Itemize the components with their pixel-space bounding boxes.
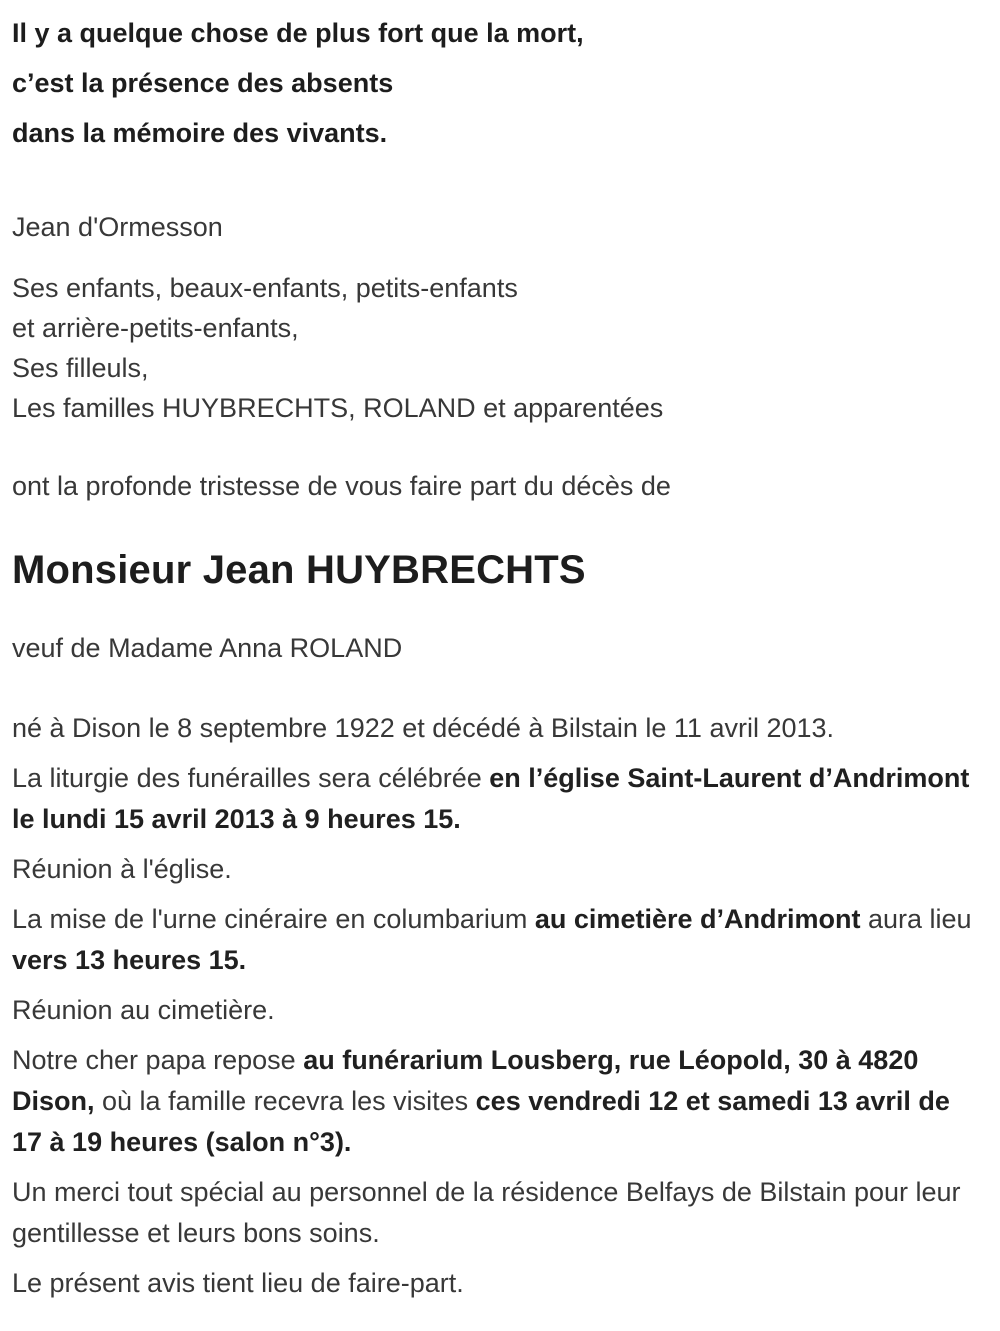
paragraph [12,849,982,890]
paragraph-bold-run: vers 13 heures 15. [12,945,247,975]
paragraph-run: Réunion à l'église. [12,854,232,884]
paragraph [12,990,982,1031]
deceased-name: Monsieur Jean HUYBRECHTS [12,548,586,592]
paragraphs [12,708,982,1304]
paragraph-bold-run: au cimetière d’Andrimont [534,904,861,934]
paragraph [12,899,982,981]
paragraph [12,758,982,840]
paragraph [12,1040,982,1163]
quote-line: c’est la présence des absents [12,68,394,98]
paragraph-run: où la famille recevra les visites [94,1086,476,1116]
quote-line: Il y a quelque chose de plus fort que la mort, [12,18,584,48]
paragraph [12,708,982,749]
paragraph-run: Réunion au cimetière. [12,995,275,1025]
paragraph-run: La liturgie des funérailles sera célébrée [12,763,490,793]
announcement-line: ont la profonde tristesse de vous faire part du décès de [12,471,671,501]
paragraph [12,1172,982,1254]
paragraph-run: né à Dison le 8 septembre 1922 et décédé à Bilstain le 11 avril 2013. [12,713,835,743]
widower-line: veuf de Madame Anna ROLAND [12,633,403,663]
quote-line: dans la mémoire des vivants. [12,118,388,148]
paragraph-bold-run: au funérarium Lousberg, rue Léopold, 30 à 4820 Dison, [12,1045,919,1116]
opening-quote [12,8,982,158]
paragraph-run: Le présent avis tient lieu de faire-part. [12,1268,464,1298]
paragraph-run: La mise de l'urne cinéraire en columbarium [12,904,535,934]
paragraph-run: Un merci tout spécial au personnel de la résidence Belfays de Bilstain pour leur gentillesse et leurs bons soins. [12,1177,961,1248]
family-line: et arrière-petits-enfants, [12,313,299,343]
family-line: Les familles HUYBRECHTS, ROLAND et apparentées [12,393,664,423]
family-line: Ses filleuls, [12,353,149,383]
family-line: Ses enfants, beaux-enfants, petits-enfants [12,273,518,303]
paragraph-run: Notre cher papa repose [12,1045,304,1075]
family-list [12,268,982,428]
paragraph-bold-run: ces vendredi 12 et samedi 13 avril de 17 à 19 heures (salon n°3). [12,1086,950,1157]
quote-author: Jean d'Ormesson [12,212,223,242]
paragraph-run: aura lieu [860,904,972,934]
paragraph-bold-run: en l’église Saint-Laurent d’Andrimont le lundi 15 avril 2013 à 9 heures 15. [12,763,970,834]
